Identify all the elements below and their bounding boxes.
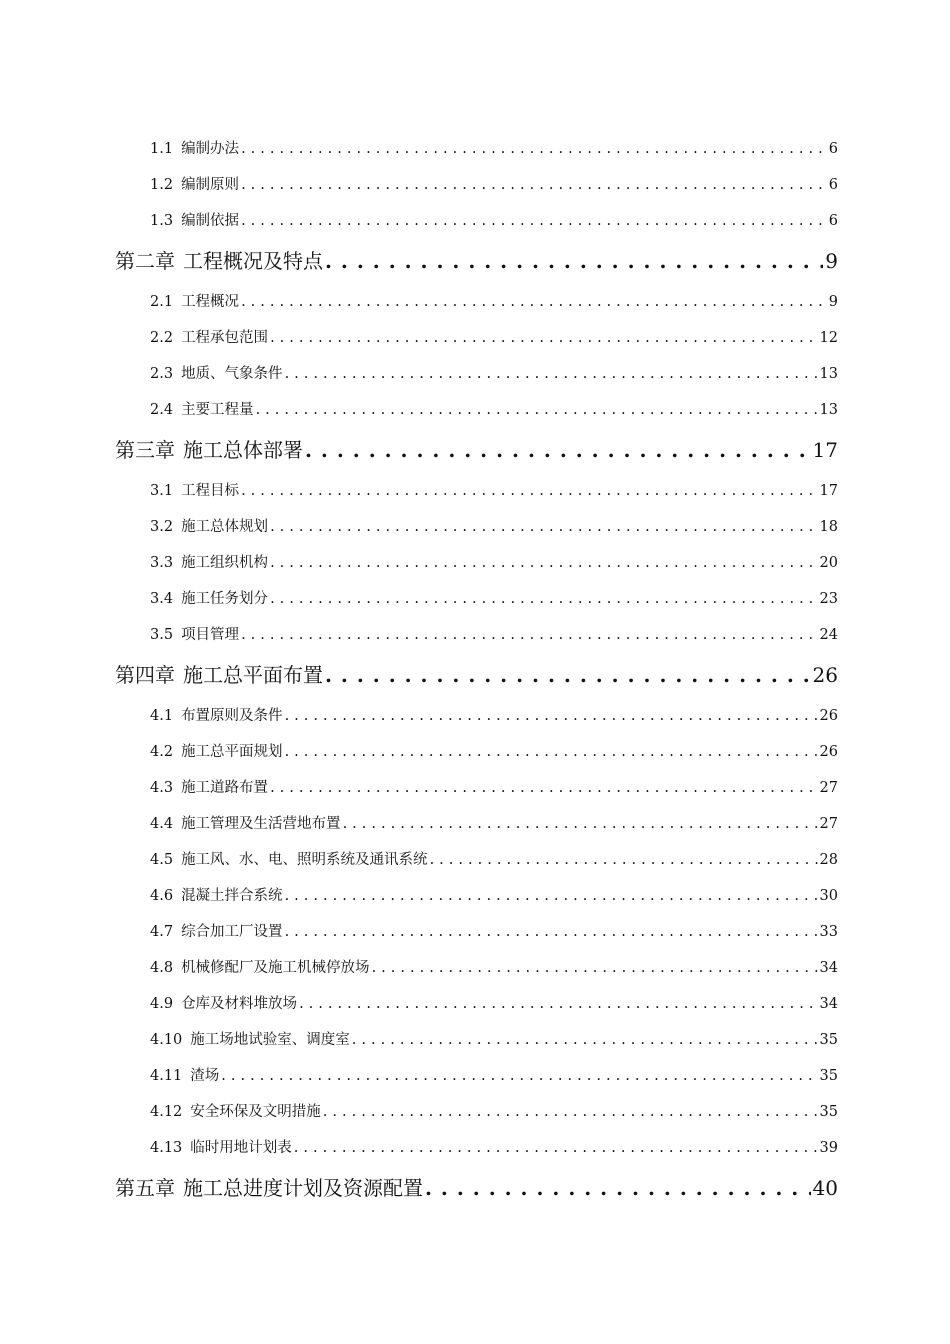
page-number: 39 (819, 1140, 838, 1156)
toc-entry-4-12[interactable] (150, 1100, 838, 1120)
page-number: 27 (819, 816, 838, 832)
toc-entry-4-8[interactable] (150, 956, 838, 976)
toc-entry-2-3[interactable] (150, 362, 838, 382)
dot-leader (425, 1176, 811, 1200)
toc-entry-4-5[interactable] (150, 848, 838, 868)
dot-leader (372, 960, 818, 976)
dot-leader (285, 366, 818, 382)
chapter-title: 施工总进度计划及资源配置 (183, 1176, 423, 1200)
page-number: 17 (812, 438, 838, 462)
page-number: 13 (819, 402, 838, 418)
dot-leader (323, 1104, 818, 1120)
page-number: 12 (819, 330, 838, 346)
page-number: 6 (828, 213, 838, 229)
entry-title: 施工总体规划 (181, 519, 269, 535)
page-number: 35 (819, 1104, 838, 1120)
toc-entry-2-4[interactable] (150, 398, 838, 418)
entry-number: 3.2 (150, 519, 174, 535)
entry-title: 编制办法 (181, 141, 240, 157)
chapter-number: 第四章 (115, 663, 175, 687)
entry-number: 2.4 (150, 402, 174, 418)
dot-leader (270, 591, 817, 607)
entry-title: 渣场 (190, 1068, 220, 1084)
dot-leader (270, 780, 817, 796)
page-number: 9 (825, 249, 838, 273)
dot-leader (256, 402, 818, 418)
page-number: 13 (819, 366, 838, 382)
page-number: 24 (819, 627, 838, 643)
entry-title: 临时用地计划表 (190, 1140, 292, 1156)
chapter-number: 第二章 (115, 249, 175, 273)
page-number: 34 (819, 960, 838, 976)
toc-entry-4-3[interactable] (150, 776, 838, 796)
page-number: 28 (819, 852, 838, 868)
toc-entry-3-2[interactable] (150, 515, 838, 535)
entry-title: 综合加工厂设置 (181, 924, 283, 940)
dot-leader (294, 1140, 818, 1156)
entry-title: 工程承包范围 (181, 330, 269, 346)
dot-leader (325, 249, 823, 273)
toc-entry-2-1[interactable] (150, 290, 838, 310)
dot-leader (241, 213, 827, 229)
toc-entry-1-3[interactable] (150, 209, 838, 229)
entry-title: 施工任务划分 (181, 591, 269, 607)
entry-title: 工程概况 (181, 294, 240, 310)
page-number: 33 (819, 924, 838, 940)
page-number: 6 (828, 177, 838, 193)
page-number: 6 (828, 141, 838, 157)
entry-number: 4.2 (150, 744, 174, 760)
page-number: 30 (819, 888, 838, 904)
entry-number: 3.1 (150, 483, 174, 499)
toc-entry-3-4[interactable] (150, 587, 838, 607)
entry-number: 4.10 (150, 1032, 183, 1048)
dot-leader (430, 852, 818, 868)
entry-number: 2.1 (150, 294, 174, 310)
chapter-title: 施工总平面布置 (183, 663, 323, 687)
dot-leader (325, 663, 811, 687)
dot-leader (343, 816, 818, 832)
entry-title: 施工道路布置 (181, 780, 269, 796)
dot-leader (270, 519, 817, 535)
entry-title: 施工场地试验室、调度室 (190, 1032, 350, 1048)
page-number: 9 (828, 294, 838, 310)
entry-title: 主要工程量 (181, 402, 254, 418)
page-number: 20 (819, 555, 838, 571)
toc-entry-1-1[interactable] (150, 137, 838, 157)
dot-leader (285, 744, 818, 760)
page-number: 35 (819, 1032, 838, 1048)
dot-leader (285, 708, 818, 724)
entry-title: 施工风、水、电、照明系统及通讯系统 (181, 852, 428, 868)
chapter-number: 第五章 (115, 1176, 175, 1200)
entry-number: 4.13 (150, 1140, 183, 1156)
toc-chapter-2[interactable] (115, 245, 838, 273)
entry-title: 项目管理 (181, 627, 240, 643)
dot-leader (299, 996, 817, 1012)
page-number: 23 (819, 591, 838, 607)
toc-chapter-4[interactable] (115, 659, 838, 687)
toc-entry-1-2[interactable] (150, 173, 838, 193)
entry-number: 4.1 (150, 708, 174, 724)
entry-number: 4.5 (150, 852, 174, 868)
entry-number: 3.5 (150, 627, 174, 643)
page-number: 26 (819, 708, 838, 724)
entry-number: 4.3 (150, 780, 174, 796)
entry-number: 1.2 (150, 177, 174, 193)
toc-entry-4-6[interactable] (150, 884, 838, 904)
dot-leader (241, 483, 817, 499)
entry-title: 编制依据 (181, 213, 240, 229)
dot-leader (285, 888, 818, 904)
dot-leader (241, 177, 827, 193)
dot-leader (305, 438, 811, 462)
page-number: 34 (819, 996, 838, 1012)
dot-leader (241, 627, 817, 643)
entry-number: 4.11 (150, 1068, 183, 1084)
dot-leader (221, 1068, 817, 1084)
dot-leader (270, 555, 817, 571)
dot-leader (285, 924, 818, 940)
entry-number: 2.3 (150, 366, 174, 382)
toc-chapter-5[interactable] (115, 1172, 838, 1200)
entry-number: 3.4 (150, 591, 174, 607)
entry-number: 1.3 (150, 213, 174, 229)
page-number: 18 (819, 519, 838, 535)
toc-entry-4-7[interactable] (150, 920, 838, 940)
entry-number: 2.2 (150, 330, 174, 346)
entry-title: 机械修配厂及施工机械停放场 (181, 960, 370, 976)
entry-title: 混凝土拌合系统 (181, 888, 283, 904)
entry-title: 布置原则及条件 (181, 708, 283, 724)
toc-entry-4-11[interactable] (150, 1064, 838, 1084)
toc-entry-3-5[interactable] (150, 623, 838, 643)
entry-title: 施工总平面规划 (181, 744, 283, 760)
page-number: 35 (819, 1068, 838, 1084)
entry-title: 施工管理及生活营地布置 (181, 816, 341, 832)
toc-entry-2-2[interactable] (150, 326, 838, 346)
page-number: 27 (819, 780, 838, 796)
toc-chapter-3[interactable] (115, 434, 838, 462)
toc-entry-4-10[interactable] (150, 1028, 838, 1048)
toc-entry-4-13[interactable] (150, 1136, 838, 1156)
toc-entry-3-3[interactable] (150, 551, 838, 571)
dot-leader (241, 141, 827, 157)
entry-number: 3.3 (150, 555, 174, 571)
entry-number: 4.8 (150, 960, 174, 976)
toc-entry-4-1[interactable] (150, 704, 838, 724)
entry-title: 地质、气象条件 (181, 366, 283, 382)
dot-leader (241, 294, 827, 310)
chapter-number: 第三章 (115, 438, 175, 462)
toc-entry-4-9[interactable] (150, 992, 838, 1012)
chapter-title: 施工总体部署 (183, 438, 303, 462)
entry-title: 仓库及材料堆放场 (181, 996, 298, 1012)
page-number: 26 (812, 663, 838, 687)
entry-number: 1.1 (150, 141, 174, 157)
toc-entry-4-2[interactable] (150, 740, 838, 760)
entry-number: 4.6 (150, 888, 174, 904)
entry-number: 4.4 (150, 816, 174, 832)
entry-title: 施工组织机构 (181, 555, 269, 571)
chapter-title: 工程概况及特点 (183, 249, 323, 273)
entry-number: 4.12 (150, 1104, 183, 1120)
toc-entry-3-1[interactable] (150, 479, 838, 499)
entry-title: 编制原则 (181, 177, 240, 193)
entry-number: 4.7 (150, 924, 174, 940)
page-number: 40 (812, 1176, 838, 1200)
page-number: 26 (819, 744, 838, 760)
entry-title: 工程目标 (181, 483, 240, 499)
page-number: 17 (819, 483, 838, 499)
dot-leader (270, 330, 817, 346)
entry-number: 4.9 (150, 996, 174, 1012)
dot-leader (352, 1032, 818, 1048)
entry-title: 安全环保及文明措施 (190, 1104, 321, 1120)
toc-entry-4-4[interactable] (150, 812, 838, 832)
